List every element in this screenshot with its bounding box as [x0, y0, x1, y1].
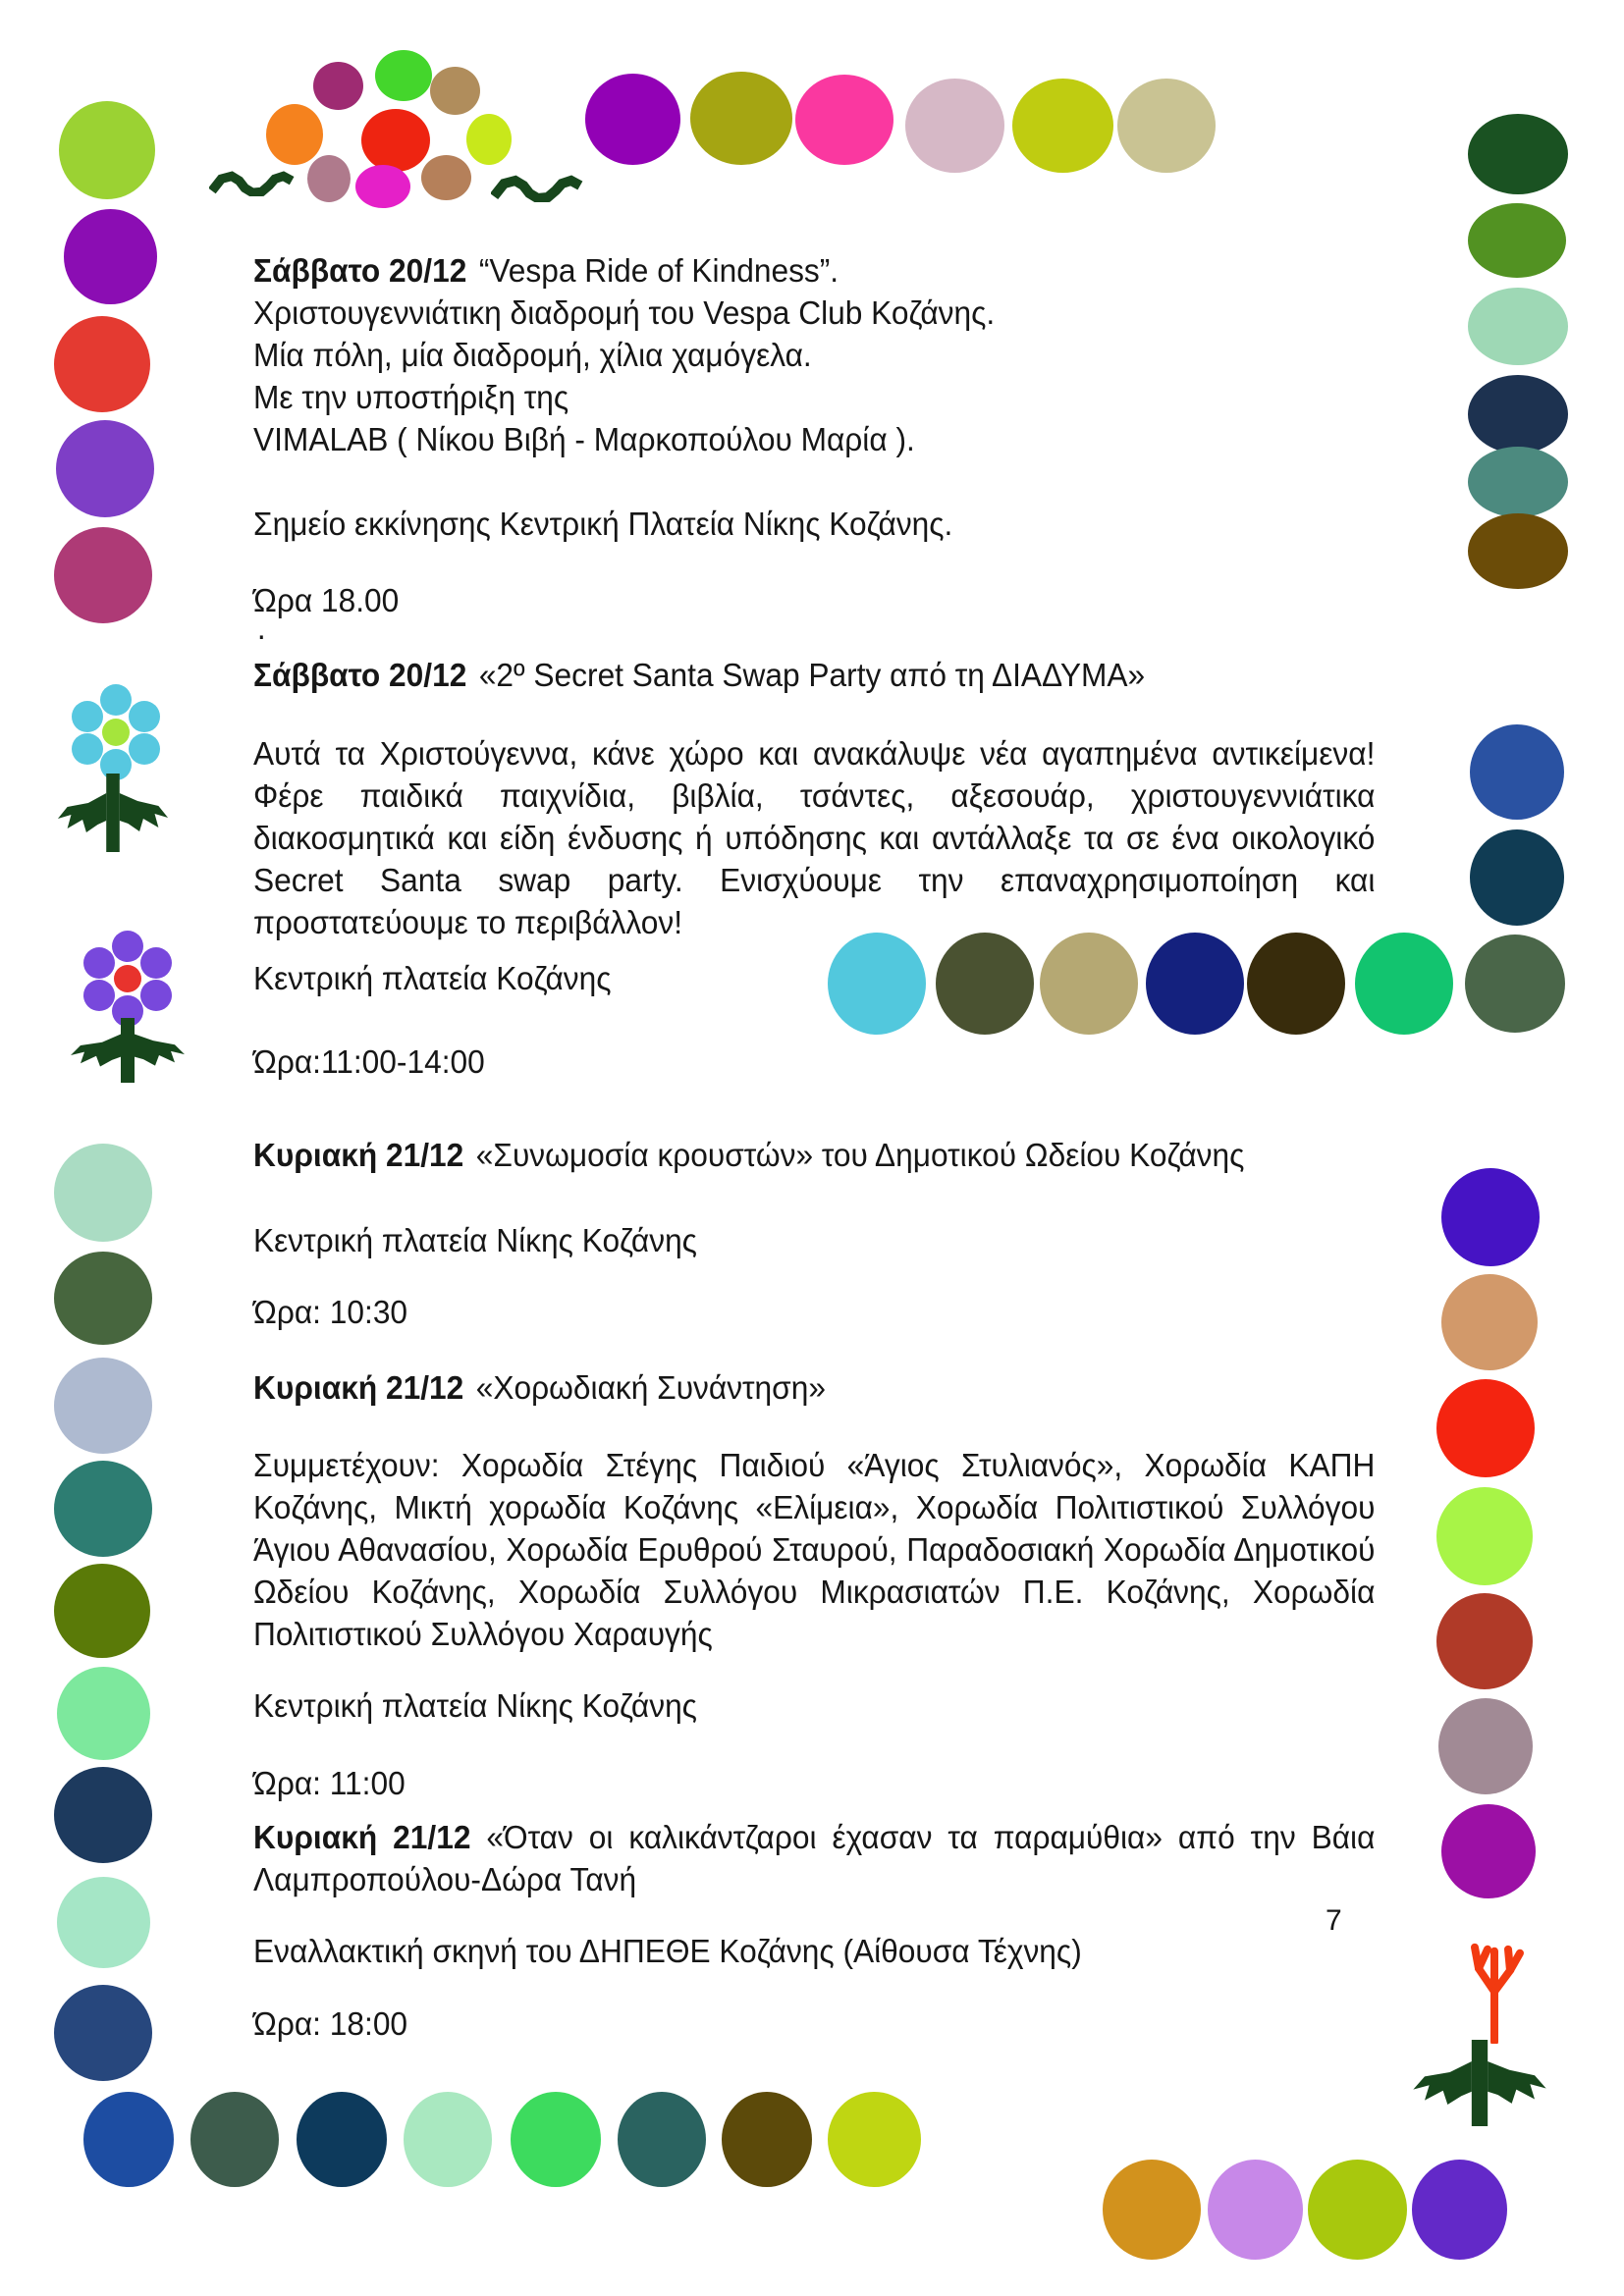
flower-petal	[100, 684, 132, 716]
left-border-circle	[54, 1252, 152, 1345]
left-border-circle	[54, 1461, 152, 1557]
flower-petal	[129, 701, 160, 732]
left-border-circle	[54, 1564, 150, 1658]
event1-line5: VIMALAB ( Νίκου Βιβή - Μαρκοπούλου Μαρία ).	[253, 421, 915, 457]
bottom-left-circle	[83, 2092, 174, 2187]
event1-title: “Vespa Ride of Kindness”.	[478, 252, 839, 289]
left-border-circle	[54, 527, 152, 623]
flower-center	[102, 719, 130, 746]
right-border-circle	[1468, 114, 1568, 194]
bottom-right-circle	[1412, 2160, 1507, 2260]
flower-petal	[129, 733, 160, 765]
left-border-circle	[57, 1877, 150, 1968]
left-border-circle	[54, 316, 150, 412]
event2-heading	[253, 654, 1375, 696]
event3-venue: Κεντρική πλατεία Νίκης Κοζάνης	[253, 1222, 697, 1258]
event2-date: Σάββατο 20/12	[253, 657, 467, 693]
right-border-circle	[1468, 203, 1566, 278]
flower-petal	[140, 980, 172, 1011]
event1-line2: Χριστουγεννιάτικη διαδρομή του Vespa Club Κοζάνης.	[253, 294, 996, 331]
right-border-circle	[1470, 724, 1564, 820]
flower-stem-leaves-icon	[56, 774, 170, 852]
event1-line3: Μία πόλη, μία διαδρομή, χίλια χαμόγελα.	[253, 337, 812, 373]
event1-start-point: Σημείο εκκίνησης Κεντρική Πλατεία Νίκης Κοζάνης.	[253, 506, 953, 542]
event2-time: Ώρα:11:00-14:00	[253, 1043, 485, 1080]
event4-time: Ώρα: 11:00	[253, 1765, 406, 1801]
event2-body: Αυτά τα Χριστούγεννα, κάνε χώρο και ανακάλυψε νέα αγαπημένα αντικείμενα! Φέρε παιδικά παιχνίδια, βιβλία, τσάντες, αξεσουάρ, χριστουγεννιάτικα διακοσμητικά και είδη ένδυσης ή υπόδησης και αντάλλαξε τα σε ένα οικολογικό Secret Santa swap party. Ενισχύουμε την επαναχρησιμοποίηση και προστατεύουμε το περιβάλλον!	[253, 735, 1376, 940]
left-border-circle	[56, 420, 154, 517]
flower-petal	[83, 980, 115, 1011]
right-border-circle	[1436, 1487, 1533, 1585]
event2-venue: Κεντρική πλατεία Κοζάνης	[253, 960, 612, 996]
right-border-circle	[1438, 1698, 1533, 1794]
right-border-circle	[1436, 1593, 1533, 1689]
flower-petal	[72, 733, 103, 765]
event3-time: Ώρα: 10:30	[253, 1294, 408, 1330]
flower-petal	[140, 947, 172, 979]
event3-heading	[253, 1134, 1375, 1176]
bat-leaves-icon	[1411, 2040, 1548, 2126]
flower-center	[114, 965, 141, 992]
event1-line4: Με την υποστήριξη της	[253, 379, 569, 415]
flower-petal	[72, 701, 103, 732]
right-border-circle	[1468, 447, 1568, 517]
event3-date: Κυριακή 21/12	[253, 1137, 464, 1173]
left-border-circle	[54, 1358, 152, 1454]
right-border-circle	[1468, 513, 1568, 589]
right-border-circle	[1441, 1168, 1540, 1266]
right-border-circle	[1470, 829, 1564, 926]
right-border-circle	[1441, 1804, 1536, 1898]
middle-row-circle	[1465, 934, 1565, 1033]
event4-date: Κυριακή 21/12	[253, 1369, 464, 1406]
right-border-circle	[1468, 375, 1568, 454]
left-border-circle	[59, 101, 155, 199]
event3-title: «Συνωμοσία κρουστών» του Δημοτικού Ωδείου Κοζάνης	[475, 1137, 1245, 1173]
left-border-circle	[54, 1144, 152, 1242]
right-border-circle	[1436, 1379, 1535, 1477]
event1-heading	[253, 249, 1375, 292]
event5-title: «Όταν οι καλικάντζαροι έχασαν τα παραμύθια» από την Βάια Λαμπροπούλου-Δώρα Τανή	[253, 1819, 1376, 1897]
event2-title: «2º Secret Santa Swap Party από τη ΔΙΑΔΥΜΑ»	[478, 657, 1146, 693]
event4-venue: Κεντρική πλατεία Νίκης Κοζάνης	[253, 1687, 697, 1724]
left-border-circle	[64, 209, 157, 304]
left-border-circle	[54, 1767, 152, 1863]
event5-time: Ώρα: 18:00	[253, 2005, 408, 2042]
event4-title: «Χορωδιακή Συνάντηση»	[475, 1369, 826, 1406]
right-border-circle	[1468, 288, 1568, 365]
event5-venue: Εναλλακτική σκηνή του ΔΗΠΕΘΕ Κοζάνης (Αίθουσα Τέχνης)	[253, 1933, 1082, 1969]
event-list	[253, 0, 1375, 2296]
event1-time: Ώρα 18.00	[253, 582, 400, 618]
stray-dot: .	[256, 610, 266, 646]
flower-petal	[83, 947, 115, 979]
event5-date: Κυριακή 21/12	[253, 1819, 471, 1855]
event4-heading	[253, 1366, 1375, 1409]
flower-stem-leaves-icon	[69, 1018, 187, 1083]
event4-body: Συμμετέχουν: Χορωδία Στέγης Παιδιού «Άγιος Στυλιανός», Χορωδία ΚΑΠΗ Κοζάνης, Μικτή χορωδία Κοζάνης «Ελίμεια», Χορωδία Πολιτιστικού Συλλόγου Άγιου Αθανασίου, Χορωδία Ερυθρού Σταυρού, Παραδοσιακή Χορωδία Δημοτικού Ωδείου Κοζάνης, Χορωδία Συλλόγου Μικρασιατών Π.Ε. Κοζάνης, Χορωδία Πολιτιστικού Συλλόγου Χαραυγής	[253, 1447, 1376, 1652]
left-border-circle	[57, 1667, 150, 1760]
flower-petal	[112, 931, 143, 962]
left-border-circle	[54, 1985, 152, 2081]
event1-date: Σάββατο 20/12	[253, 252, 467, 289]
page-number: 7	[1326, 1904, 1342, 1937]
event5-heading	[253, 1816, 1375, 1900]
coral-icon	[1451, 1936, 1538, 2044]
right-border-circle	[1441, 1274, 1538, 1370]
